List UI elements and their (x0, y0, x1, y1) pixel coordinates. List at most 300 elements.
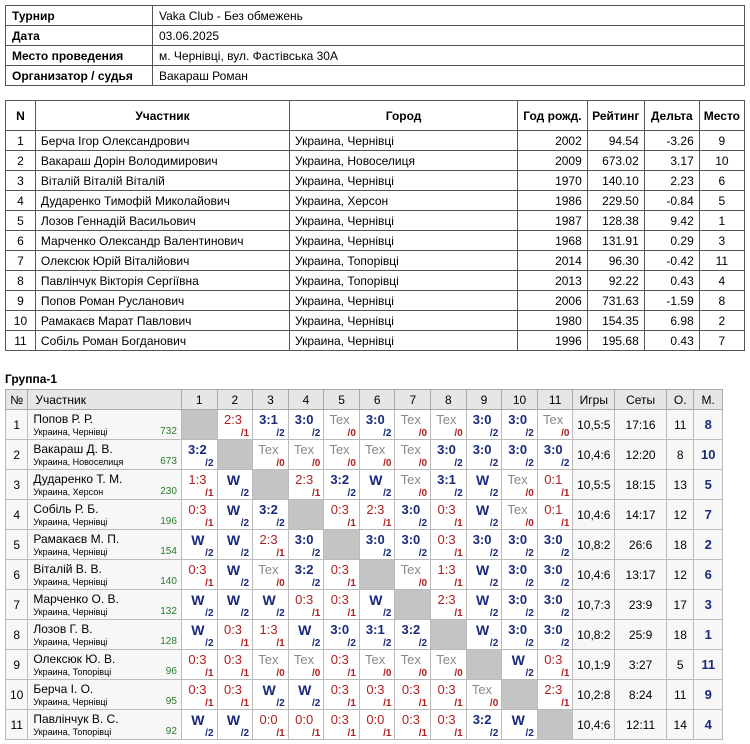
grid-player-rating: 92 (165, 726, 177, 737)
grid-player-cell[interactable] (28, 620, 182, 650)
participant-city: Украина, Чернівці (290, 291, 518, 311)
grid-result-cell[interactable] (181, 500, 217, 530)
grid-player-cell[interactable] (28, 560, 182, 590)
match-score: 3:0 (401, 532, 421, 547)
grid-diagonal-cell (359, 560, 395, 590)
match-score: 0:3 (437, 502, 456, 517)
participant-name[interactable]: Берча Ігор Олександрович (35, 131, 289, 151)
match-score: 1:3 (188, 472, 207, 487)
match-score: 2:3 (259, 532, 278, 547)
match-score: 0:1 (544, 502, 563, 517)
grid-result-cell[interactable] (217, 410, 253, 440)
participant-name[interactable]: Вакараш Дорін Володимирович (35, 151, 289, 171)
col-header-city[interactable]: Город (290, 101, 518, 131)
col-header-place[interactable]: Место (699, 101, 744, 131)
col-header-n[interactable]: N (6, 101, 36, 131)
grid-result-cell[interactable] (537, 440, 573, 470)
grid-result-cell[interactable] (324, 680, 360, 710)
grid-result-cell[interactable] (502, 650, 538, 680)
grid-result-cell[interactable] (431, 410, 467, 440)
grid-diagonal-cell (395, 590, 431, 620)
participant-delta: 0.29 (644, 231, 699, 251)
participant-name[interactable]: Попов Роман Русланович (35, 291, 289, 311)
grid-result-cell[interactable] (217, 590, 253, 620)
match-points: /2 (561, 458, 570, 469)
grid-result-cell[interactable] (431, 680, 467, 710)
participant-name[interactable]: Собіль Роман Богданович (35, 331, 289, 351)
grid-result-cell[interactable] (253, 650, 289, 680)
grid-games: 10,4:6 (573, 710, 615, 740)
participant-year: 2009 (518, 151, 588, 171)
grid-result-cell[interactable] (217, 530, 253, 560)
group-title: Группа-1 (5, 372, 58, 386)
match-score: W (226, 532, 241, 548)
grid-result-cell[interactable] (359, 650, 395, 680)
match-points: /0 (347, 428, 356, 439)
grid-result-cell[interactable] (395, 560, 431, 590)
grid-result-cell[interactable] (502, 560, 538, 590)
grid-result-cell[interactable] (324, 410, 360, 440)
participant-name[interactable]: Лозов Геннадій Васильович (35, 211, 289, 231)
grid-result-cell[interactable] (217, 710, 253, 740)
match-score: 0:3 (330, 712, 349, 727)
grid-player-rating: 230 (160, 486, 177, 497)
grid-result-cell[interactable] (359, 530, 395, 560)
participant-row (6, 251, 745, 271)
grid-result-cell[interactable] (466, 440, 502, 470)
grid-player-cell[interactable] (28, 710, 182, 740)
match-points: /2 (240, 548, 250, 559)
grid-row-number: 10 (6, 680, 28, 710)
participant-name[interactable]: Олексюк Юрій Віталійович (35, 251, 289, 271)
grid-row (6, 410, 723, 440)
grid-result-cell[interactable] (288, 530, 324, 560)
match-points: /1 (454, 548, 463, 559)
grid-result-cell[interactable] (537, 620, 573, 650)
participant-number: 10 (6, 311, 36, 331)
match-score: 0:3 (188, 652, 207, 667)
grid-player-cell[interactable] (28, 410, 182, 440)
grid-result-cell[interactable] (502, 410, 538, 440)
participant-name[interactable]: Рамакаєв Марат Павлович (35, 311, 289, 331)
grid-sets: 17:16 (615, 410, 667, 440)
match-points: /1 (561, 668, 570, 679)
col-header-delta[interactable]: Дельта (644, 101, 699, 131)
match-points: /1 (383, 728, 392, 739)
grid-result-cell[interactable] (431, 710, 467, 740)
grid-player-cell[interactable] (28, 650, 182, 680)
grid-result-cell[interactable] (395, 500, 431, 530)
grid-row (6, 500, 723, 530)
grid-result-cell[interactable] (466, 620, 502, 650)
grid-result-cell[interactable] (431, 470, 467, 500)
grid-result-cell[interactable] (181, 440, 217, 470)
participant-row (6, 131, 745, 151)
match-score: 0:0 (295, 712, 314, 727)
info-label: Дата (6, 26, 153, 46)
grid-result-cell[interactable] (466, 470, 502, 500)
match-score: 3:0 (508, 592, 528, 607)
grid-result-cell[interactable] (537, 530, 573, 560)
grid-result-cell[interactable] (395, 650, 431, 680)
grid-result-cell[interactable] (181, 560, 217, 590)
participant-place: 1 (699, 211, 744, 231)
grid-player-city: Украина, Чернівці (33, 607, 108, 617)
grid-player-cell[interactable] (28, 680, 182, 710)
match-score: W (511, 712, 525, 728)
match-score: 3:0 (330, 622, 350, 637)
participant-number: 3 (6, 171, 36, 191)
participant-name[interactable]: Віталій Віталій Віталій (35, 171, 289, 191)
match-points: /2 (311, 698, 321, 709)
participant-row (6, 291, 745, 311)
match-score: 3:2 (330, 472, 350, 487)
participant-city: Украина, Топорівці (290, 251, 518, 271)
match-points: /1 (205, 668, 214, 679)
grid-points: 14 (667, 710, 694, 740)
grid-player-city: Украина, Чернівці (33, 547, 108, 557)
grid-result-cell[interactable] (431, 560, 467, 590)
match-score: 0:3 (295, 592, 314, 607)
grid-result-cell[interactable] (288, 560, 324, 590)
match-score: 2:3 (544, 682, 563, 697)
grid-place: 9 (694, 680, 723, 710)
grid-row-number: 9 (6, 650, 28, 680)
grid-result-cell[interactable] (466, 590, 502, 620)
participant-year: 1968 (518, 231, 588, 251)
grid-result-cell[interactable] (502, 500, 538, 530)
match-points: /2 (383, 488, 392, 499)
participant-number: 7 (6, 251, 36, 271)
participant-delta: -0.42 (644, 251, 699, 271)
match-points: /0 (418, 428, 428, 439)
match-points: /1 (383, 698, 392, 709)
match-points: /0 (383, 458, 392, 469)
grid-result-cell[interactable] (359, 440, 395, 470)
grid-result-cell[interactable] (181, 710, 217, 740)
grid-diagonal-cell (181, 410, 217, 440)
grid-result-cell[interactable] (359, 710, 395, 740)
match-points: /2 (489, 428, 499, 439)
grid-row-number: 3 (6, 470, 28, 500)
grid-result-cell[interactable] (395, 410, 431, 440)
match-score: 0:3 (223, 622, 243, 637)
match-points: /1 (454, 578, 463, 589)
grid-result-cell[interactable] (359, 470, 395, 500)
match-score: Tex (293, 652, 315, 667)
grid-result-cell[interactable] (324, 500, 360, 530)
grid-result-cell[interactable] (181, 590, 217, 620)
match-score: Tex (436, 412, 457, 427)
grid-result-cell[interactable] (181, 470, 217, 500)
grid-result-cell[interactable] (431, 500, 467, 530)
grid-diagonal-cell (431, 620, 467, 650)
grid-result-cell[interactable] (431, 440, 467, 470)
grid-result-cell[interactable] (395, 530, 431, 560)
grid-result-cell[interactable] (288, 710, 324, 740)
match-score: Tex (543, 412, 564, 427)
grid-points: 5 (667, 650, 694, 680)
grid-result-cell[interactable] (324, 470, 360, 500)
grid-header-opponent-7: 7 (395, 390, 431, 410)
grid-sets: 26:6 (615, 530, 667, 560)
tournament-info-body (6, 6, 745, 86)
match-score: 3:2 (259, 502, 278, 517)
grid-player-cell[interactable] (28, 530, 182, 560)
match-score: Tex (400, 472, 421, 487)
grid-result-cell[interactable] (324, 620, 360, 650)
grid-result-cell[interactable] (466, 500, 502, 530)
grid-result-cell[interactable] (217, 620, 253, 650)
grid-result-cell[interactable] (253, 530, 289, 560)
grid-result-cell[interactable] (359, 590, 395, 620)
participant-number: 4 (6, 191, 36, 211)
match-points: /2 (489, 458, 499, 469)
match-points: /2 (276, 698, 285, 709)
grid-result-cell[interactable] (217, 500, 253, 530)
grid-result-cell[interactable] (359, 680, 395, 710)
grid-result-cell[interactable] (502, 590, 538, 620)
grid-result-cell[interactable] (288, 680, 324, 710)
participant-name[interactable]: Павлінчук Вікторія Сергіївна (35, 271, 289, 291)
match-points: /2 (311, 428, 321, 439)
match-points: /1 (418, 728, 428, 739)
grid-result-cell[interactable] (253, 500, 289, 530)
grid-header-games: Игры (573, 390, 615, 410)
info-value: 03.06.2025 (153, 26, 745, 46)
grid-result-cell[interactable] (253, 710, 289, 740)
grid-result-cell[interactable] (537, 560, 573, 590)
match-points: /2 (240, 578, 250, 589)
match-points: /2 (276, 518, 285, 529)
match-points: /2 (561, 578, 570, 589)
grid-result-cell[interactable] (395, 710, 431, 740)
grid-result-cell[interactable] (537, 470, 573, 500)
grid-result-cell[interactable] (288, 620, 324, 650)
match-points: /0 (276, 668, 285, 679)
grid-result-cell[interactable] (502, 710, 538, 740)
match-points: /2 (525, 608, 534, 619)
grid-result-cell[interactable] (502, 620, 538, 650)
grid-diagonal-cell (324, 530, 360, 560)
match-points: /1 (454, 518, 463, 529)
grid-result-cell[interactable] (288, 650, 324, 680)
grid-player-name: Собіль Р. Б. (33, 502, 99, 516)
grid-sets: 14:17 (615, 500, 667, 530)
match-score: 3:0 (365, 532, 385, 547)
match-points: /0 (383, 668, 392, 679)
participant-name[interactable]: Марченко Олександр Валентинович (35, 231, 289, 251)
participant-row (6, 211, 745, 231)
match-score: 3:0 (508, 562, 528, 577)
grid-result-cell[interactable] (537, 650, 573, 680)
match-score: 3:0 (543, 532, 563, 547)
grid-games: 10,2:8 (573, 680, 615, 710)
grid-result-cell[interactable] (217, 470, 253, 500)
info-value: Vaka Club - Без обмежень (153, 6, 745, 26)
grid-result-cell[interactable] (431, 530, 467, 560)
grid-result-cell[interactable] (359, 500, 395, 530)
match-points: /1 (240, 668, 250, 679)
grid-result-cell[interactable] (288, 470, 324, 500)
grid-result-cell[interactable] (288, 590, 324, 620)
participant-number: 5 (6, 211, 36, 231)
grid-result-cell[interactable] (324, 440, 360, 470)
grid-result-cell[interactable] (537, 680, 573, 710)
match-score: 3:0 (543, 592, 563, 607)
grid-result-cell[interactable] (359, 620, 395, 650)
grid-points: 11 (667, 680, 694, 710)
grid-result-cell[interactable] (395, 680, 431, 710)
grid-result-cell[interactable] (217, 650, 253, 680)
participant-number: 8 (6, 271, 36, 291)
grid-player-rating: 140 (160, 576, 177, 587)
match-points: /0 (454, 668, 463, 679)
grid-result-cell[interactable] (253, 560, 289, 590)
match-score: W (298, 622, 312, 638)
grid-result-cell[interactable] (253, 440, 289, 470)
grid-player-name: Берча І. О. (33, 682, 94, 696)
grid-result-cell[interactable] (466, 680, 502, 710)
participant-name[interactable]: Дударенко Тимофій Миколайович (35, 191, 289, 211)
grid-points: 13 (667, 470, 694, 500)
grid-player-cell[interactable] (28, 470, 182, 500)
match-points: /1 (240, 698, 250, 709)
participant-city: Украина, Чернівці (290, 231, 518, 251)
match-score: W (511, 652, 525, 668)
participants-body (6, 131, 745, 351)
grid-result-cell[interactable] (217, 680, 253, 710)
match-points: /0 (347, 458, 356, 469)
match-points: /1 (276, 548, 285, 559)
match-score: 2:3 (437, 592, 456, 607)
participants-header-row (6, 101, 745, 131)
col-header-participant[interactable]: Участник (35, 101, 289, 131)
info-row (6, 26, 745, 46)
grid-result-cell[interactable] (359, 410, 395, 440)
participant-delta: 9.42 (644, 211, 699, 231)
participant-year: 1987 (518, 211, 588, 231)
match-points: /2 (418, 638, 428, 649)
grid-result-cell[interactable] (324, 590, 360, 620)
match-points: /1 (561, 698, 570, 709)
match-points: /2 (418, 518, 428, 529)
grid-result-cell[interactable] (431, 590, 467, 620)
match-points: /2 (561, 548, 570, 559)
grid-points: 18 (667, 530, 694, 560)
grid-result-cell[interactable] (466, 560, 502, 590)
match-score: Tex (507, 502, 528, 517)
grid-player-name: Віталій В. В. (33, 562, 102, 576)
grid-row (6, 650, 723, 680)
match-score: 0:3 (437, 532, 456, 547)
participant-rating: 140.10 (587, 171, 644, 191)
match-points: /2 (489, 488, 499, 499)
col-header-rating[interactable]: Рейтинг (587, 101, 644, 131)
participant-city: Украина, Чернівці (290, 331, 518, 351)
match-points: /2 (205, 638, 214, 649)
grid-result-cell[interactable] (253, 590, 289, 620)
grid-row (6, 620, 723, 650)
grid-result-cell[interactable] (181, 650, 217, 680)
match-points: /1 (205, 488, 214, 499)
participant-city: Украина, Чернівці (290, 131, 518, 151)
grid-diagonal-cell (288, 500, 324, 530)
grid-header-num: № (6, 390, 28, 410)
grid-result-cell[interactable] (181, 530, 217, 560)
grid-result-cell[interactable] (324, 650, 360, 680)
grid-result-cell[interactable] (253, 410, 289, 440)
match-points: /1 (205, 518, 214, 529)
grid-player-cell[interactable] (28, 590, 182, 620)
match-points: /1 (454, 608, 463, 619)
participant-row (6, 191, 745, 211)
grid-player-name: Дударенко Т. М. (33, 472, 123, 486)
grid-result-cell[interactable] (217, 560, 253, 590)
grid-header-sets: Сеты (615, 390, 667, 410)
grid-result-cell[interactable] (431, 650, 467, 680)
match-score: Tex (400, 412, 421, 427)
match-points: /0 (418, 578, 428, 589)
grid-result-cell[interactable] (537, 500, 573, 530)
grid-result-cell[interactable] (288, 410, 324, 440)
grid-result-cell[interactable] (395, 440, 431, 470)
grid-player-cell[interactable] (28, 500, 182, 530)
grid-result-cell[interactable] (537, 590, 573, 620)
match-score: 3:2 (187, 442, 207, 457)
match-points: /2 (205, 548, 214, 559)
grid-player-rating: 732 (160, 426, 177, 437)
grid-result-cell[interactable] (466, 530, 502, 560)
match-score: W (191, 592, 205, 608)
participant-city: Украина, Чернівці (290, 311, 518, 331)
grid-player-name: Марченко О. В. (33, 592, 119, 606)
grid-result-cell[interactable] (324, 710, 360, 740)
grid-result-cell[interactable] (502, 530, 538, 560)
grid-result-cell[interactable] (324, 560, 360, 590)
grid-player-city: Украина, Чернівці (33, 517, 108, 527)
participant-year: 2014 (518, 251, 588, 271)
participant-place: 8 (699, 291, 744, 311)
grid-games: 10,8:2 (573, 620, 615, 650)
grid-result-cell[interactable] (253, 680, 289, 710)
match-points: /1 (454, 728, 463, 739)
grid-player-cell[interactable] (28, 440, 182, 470)
participant-city: Украина, Херсон (290, 191, 518, 211)
grid-result-cell[interactable] (502, 470, 538, 500)
match-points: /1 (205, 698, 214, 709)
grid-result-cell[interactable] (466, 410, 502, 440)
grid-result-cell[interactable] (288, 440, 324, 470)
grid-result-cell[interactable] (395, 620, 431, 650)
grid-result-cell[interactable] (502, 440, 538, 470)
participant-delta: 0.43 (644, 331, 699, 351)
info-row (6, 46, 745, 66)
grid-row-number: 1 (6, 410, 28, 440)
col-header-year[interactable]: Год рожд. (518, 101, 588, 131)
participants-table (5, 100, 745, 351)
grid-result-cell[interactable] (181, 620, 217, 650)
grid-result-cell[interactable] (537, 410, 573, 440)
participant-row (6, 331, 745, 351)
match-points: /2 (347, 638, 356, 649)
match-score: Tex (436, 652, 457, 667)
grid-result-cell[interactable] (181, 680, 217, 710)
grid-result-cell[interactable] (466, 710, 502, 740)
grid-result-cell[interactable] (253, 620, 289, 650)
grid-result-cell[interactable] (395, 470, 431, 500)
grid-header-row (6, 390, 723, 410)
